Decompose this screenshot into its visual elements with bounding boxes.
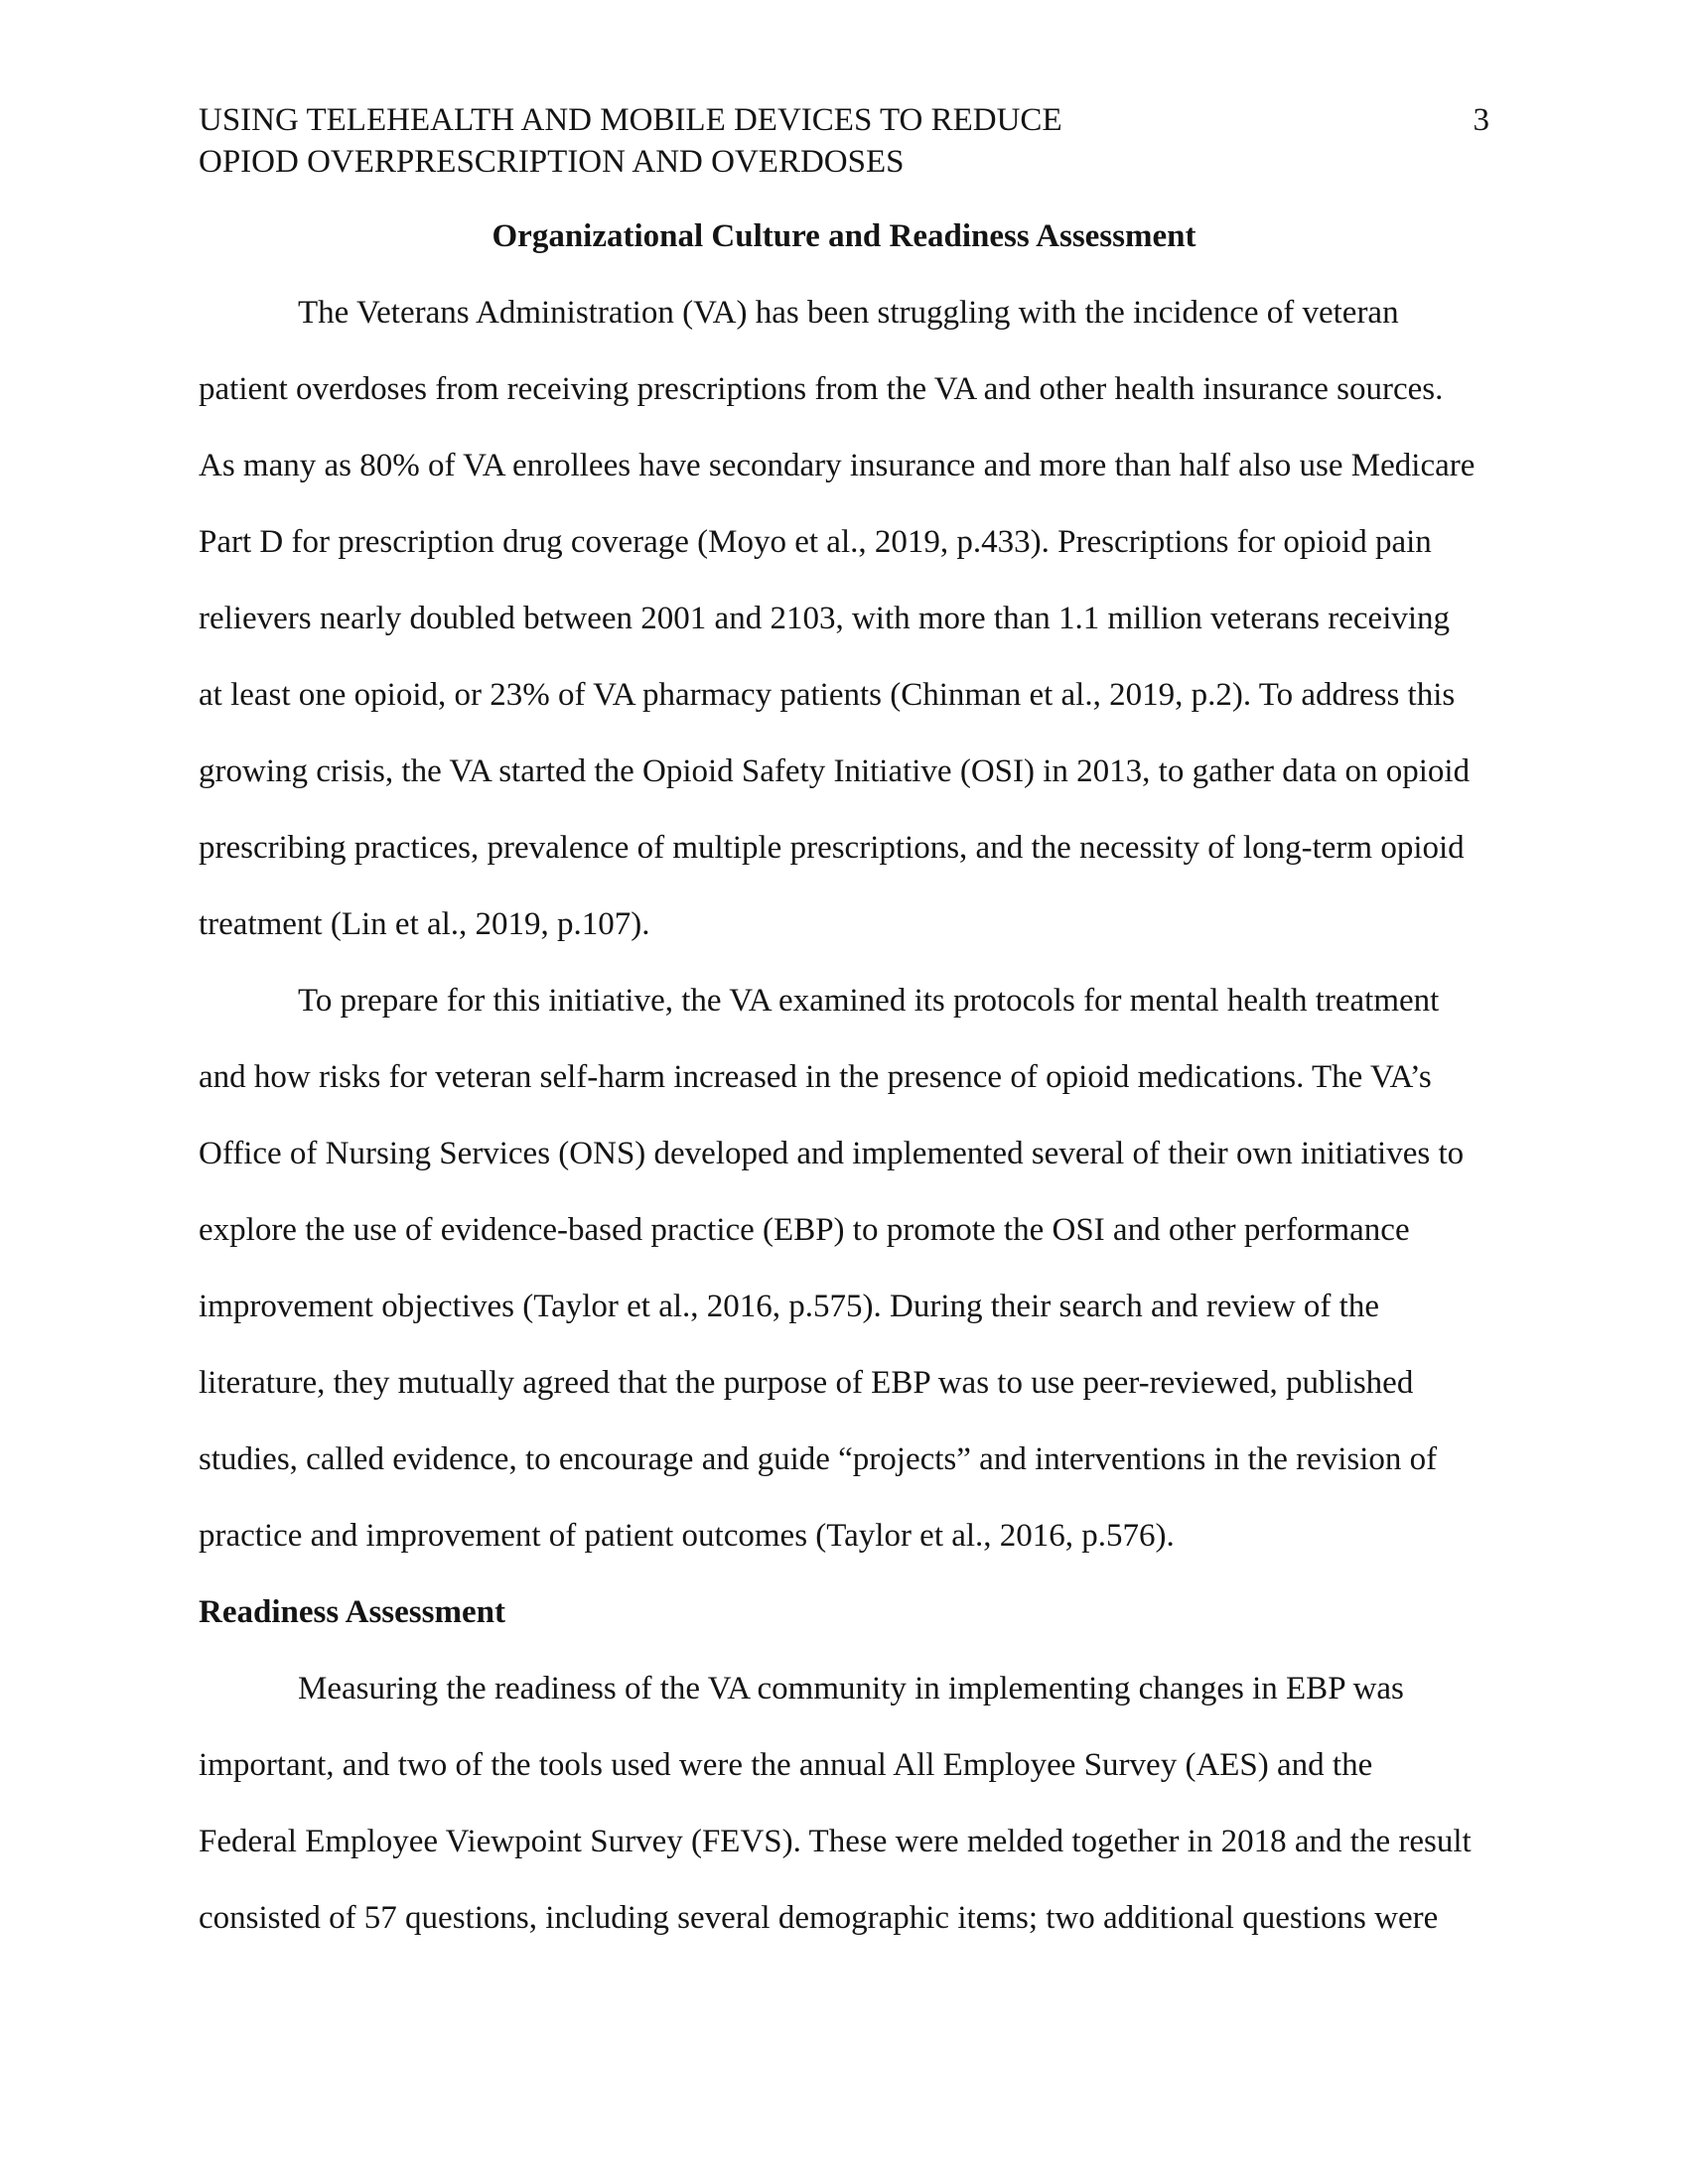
paragraph-line: explore the use of evidence-based practice (EBP) to promote the OSI and other performance: [199, 1212, 1410, 1248]
paragraph-line: studies, called evidence, to encourage and guide “projects” and interventions in the revision of: [199, 1441, 1438, 1477]
paragraph-line: treatment (Lin et al., 2019, p.107).: [199, 906, 650, 942]
paragraph-line: Part D for prescription drug coverage (Moyo et al., 2019, p.433). Prescriptions for opioid pain: [199, 524, 1432, 560]
paragraph-line: literature, they mutually agreed that the purpose of EBP was to use peer-reviewed, published: [199, 1365, 1414, 1401]
paragraph-line: at least one opioid, or 23% of VA pharmacy patients (Chinman et al., 2019, p.2). To address this: [199, 677, 1456, 713]
paragraph-line: The Veterans Administration (VA) has been struggling with the incidence of veteran: [298, 295, 1399, 331]
paragraph-line: prescribing practices, prevalence of multiple prescriptions, and the necessity of long-term opioid: [199, 830, 1465, 866]
running-head-line2: OPIOD OVERPRESCRIPTION AND OVERDOSES: [199, 144, 905, 180]
page-number: 3: [1473, 102, 1489, 138]
running-head-line1: USING TELEHEALTH AND MOBILE DEVICES TO REDUCE: [199, 102, 1062, 138]
paragraph-line: important, and two of the tools used were the annual All Employee Survey (AES) and the: [199, 1747, 1373, 1783]
document-body: [199, 199, 1489, 1957]
paragraph-line: Office of Nursing Services (ONS) developed and implemented several of their own initiatives to: [199, 1136, 1465, 1171]
running-head-row-1: [199, 99, 1489, 141]
paragraph-line: To prepare for this initiative, the VA examined its protocols for mental health treatment: [298, 983, 1440, 1019]
paragraph-line: patient overdoses from receiving prescriptions from the VA and other health insurance sources.: [199, 371, 1444, 407]
paragraph-line: consisted of 57 questions, including several demographic items; two additional questions were: [199, 1900, 1439, 1936]
paragraph-line: improvement objectives (Taylor et al., 2016, p.575). During their search and review of the: [199, 1289, 1379, 1324]
running-head-row-2: [199, 141, 1489, 183]
document-title: Organizational Culture and Readiness Assessment: [492, 218, 1196, 254]
paragraph-line: and how risks for veteran self-harm increased in the presence of opioid medications. The VA’s: [199, 1059, 1432, 1095]
section-heading: Readiness Assessment: [199, 1594, 505, 1630]
paragraph-line: practice and improvement of patient outcomes (Taylor et al., 2016, p.576).: [199, 1518, 1175, 1554]
page-header: [199, 99, 1489, 183]
document-content: [199, 275, 1489, 1957]
paragraph-line: growing crisis, the VA started the Opioid Safety Initiative (OSI) in 2013, to gather data on opioid: [199, 753, 1471, 789]
paragraph-line: As many as 80% of VA enrollees have secondary insurance and more than half also use Medicare: [199, 448, 1476, 483]
paragraph-line: relievers nearly doubled between 2001 and 2103, with more than 1.1 million veterans receiving: [199, 601, 1451, 636]
paragraph-line: Federal Employee Viewpoint Survey (FEVS). These were melded together in 2018 and the result: [199, 1824, 1472, 1859]
paragraph-line: Measuring the readiness of the VA community in implementing changes in EBP was: [298, 1671, 1404, 1706]
